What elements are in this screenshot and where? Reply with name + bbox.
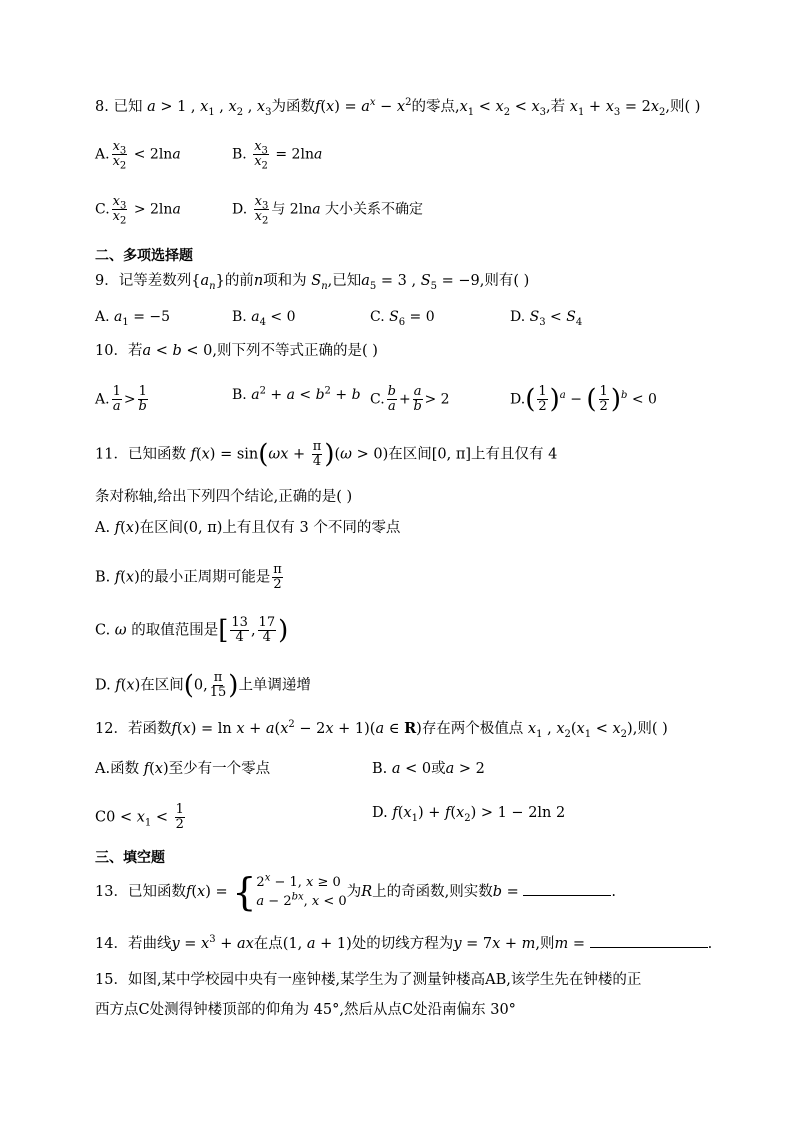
q11-option-c: C. ω 的取值范围是[ $\frac{13}{4}$ , $\frac{17}{4}$ )	[95, 615, 289, 646]
q9-stem: 9．记等差数列$\{a_n\}$的前n项和为 $S_n$,已知$a_5 = 3$ , $S_5 = -9$,则有( )	[95, 273, 530, 292]
q8-option-a: A. $\frac{x_3}{x_2}$ < 2lna	[95, 139, 181, 172]
q14-answer-blank[interactable]	[590, 933, 708, 948]
q9-option-d: D. $S_3 < S_4$	[510, 309, 583, 328]
q14-stem: 14．若曲线$y = x^3$ + ax在点(1, a + 1)处的切线方程为y = 7x + m,则m = .	[95, 934, 713, 952]
q15-line2: 西方点C处测得钟楼顶部的仰角为 45°,然后从点C处沿南偏东 30°	[95, 1002, 516, 1018]
q13-stem: 13．已知函数f(x) = { $2^x - 1$, x ≥ 0 $a - 2^{bx}$, x < 0 为R上的奇函数,则实数b = .	[95, 870, 617, 914]
q8-option-c: C. $\frac{x_3}{x_2}$ > 2lna	[95, 194, 181, 227]
q12-option-d: D. $f(x_1) + f(x_2) > 1 - 2\ln$ 2	[372, 805, 566, 824]
section-heading-multiple-choice: 二、多项选择题	[95, 248, 193, 264]
q11-stem-line2: 条对称轴,给出下列四个结论,正确的是( )	[95, 489, 353, 505]
q11-option-a: A. f(x)在区间(0, π)上有且仅有 3 个不同的零点	[95, 520, 401, 536]
q10-option-a: A. $\frac{1}{a}$ > $\frac{1}{b}$	[95, 384, 147, 414]
q8-stem: 8. 已知 a > 1 , $x_1$ , $x_2$ , $x_3$为函数$f(x) = a^x - x^2$的零点$,x_1 < x_2 < x_3$,若 $x_1 + x_3 = 2x_2$,则( )	[95, 97, 701, 118]
q13-answer-blank[interactable]	[523, 881, 611, 896]
q12-stem: 12．若函数$f(x) = \ln x + a(x^2 - 2x + 1)(a$ ∈ R)存在两个极值点 $x_1$ , $x_2(x_1 < x_2)$,则( )	[95, 719, 668, 740]
q10-option-b: B. $a^2 + a < b^2 + b$	[232, 385, 361, 403]
q15-line1: 15．如图,某中学校园中央有一座钟楼,某学生为了测量钟楼高AB,该学生先在钟楼的正	[95, 972, 642, 988]
q12-option-b: B. a < 0或a > 2	[372, 761, 485, 777]
q9-option-b: B. $a_4 < 0$	[232, 309, 296, 328]
q12-option-c: $C0 < x_1$ < $\frac{1}{2}$	[95, 802, 184, 832]
q8-option-b: B. $\frac{x_3}{x_2}$ = 2lna	[232, 139, 323, 172]
q8-option-d: D. $\frac{x_3}{x_2}$ 与 2lna 大小关系不确定	[232, 194, 424, 227]
q10-option-d: D.( $\frac{1}{2}$ )$^a$ − ( $\frac{1}{2}$ )$^b$ < 0	[510, 384, 657, 415]
q11-stem: 11．已知函数 f(x) = sin(ωx + $\frac{\pi}{4}$ )(ω > 0)在区间[0, π]上有且仅有 4	[95, 439, 558, 470]
q11-option-b: B. f(x)的最小正周期可能是 $\frac{\pi}{2}$	[95, 562, 282, 592]
q9-option-c: C. $S_6 = 0$	[370, 309, 435, 328]
q11-option-d: D. f(x)在区间(0, $\frac{\pi}{15}$ )上单调递增	[95, 670, 311, 701]
q10-stem: 10．若a < b < 0,则下列不等式正确的是( )	[95, 343, 378, 359]
q12-option-a: A.函数 f(x)至少有一个零点	[95, 761, 271, 777]
q10-option-c: C. $\frac{b}{a}$ + $\frac{a}{b}$ > 2	[370, 384, 450, 414]
q9-option-a: A. $a_1 = -5$	[95, 309, 171, 328]
section-heading-fill-in: 三、填空题	[95, 850, 165, 866]
